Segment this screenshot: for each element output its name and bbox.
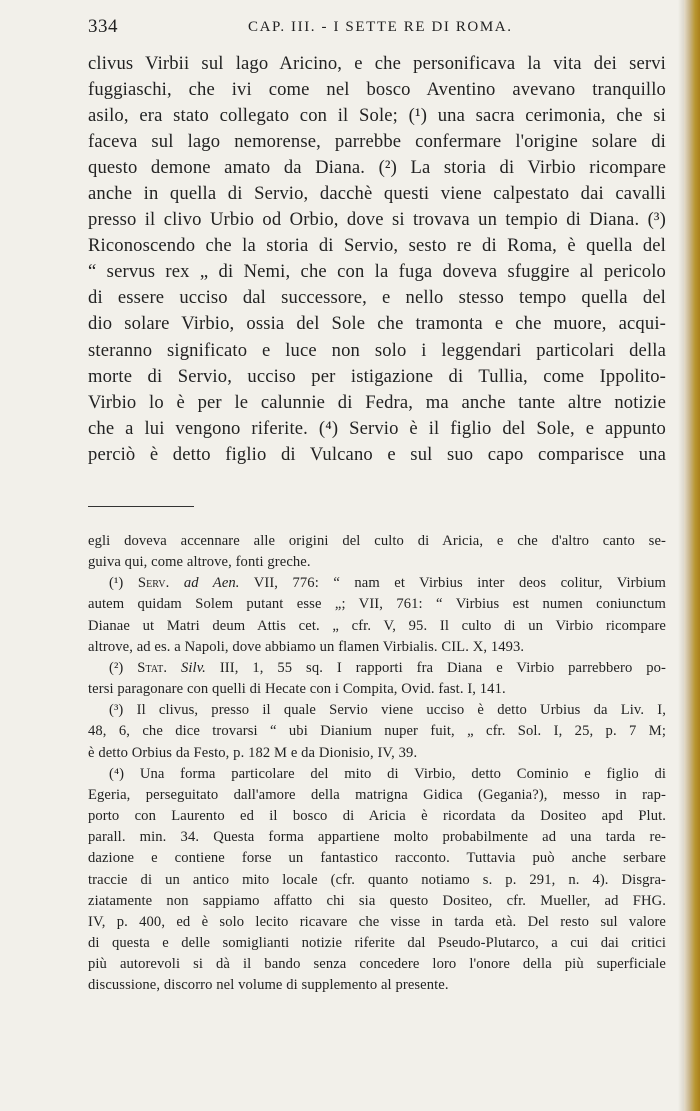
footnote-continuation-line: guiva qui, come altrove, fonti greche. (88, 554, 311, 571)
footnote-2-line: tersi paragonare con quelli di Hecate con i Compita, Ovid. fast. I, 141. (88, 681, 506, 698)
footnote-2-source-title: Silv. (180, 659, 206, 676)
body-line: clivus Virbii sul lago Aricino, e che personificava la vita dei servi (88, 53, 666, 74)
footnote-4-line: porto con Laurento ed il bosco di Aricia è ricordata da Dositeo apd Plut. (88, 808, 666, 825)
footnote-1-mark: (¹) (109, 575, 124, 592)
body-line: perciò è detto figlio di Vulcano e sul suo capo comparisce una (88, 443, 666, 465)
footnote-1-source-title: ad Aen. (183, 575, 240, 592)
body-line: fuggiaschi, che ivi come nel bosco Aventino avevano tranquillo (88, 79, 666, 101)
footnote-1-text: VII, 776: “ nam et Virbius inter deos colitur, Virbium (239, 575, 666, 592)
footnote-4-line (88, 764, 666, 785)
body-line: dio solare Virbio, ossia del Sole che tramonta e che muore, acqui- (88, 313, 666, 335)
footnote-2-source-name: Stat. (137, 659, 168, 676)
footnote-3-text: Il clivus, presso il quale Servio viene ucciso è detto Urbius da Liv. I, (136, 702, 667, 719)
footnote-4-line: ziatamente non sappiamo affatto chi sia questo Dositeo, cfr. Mueller, ad FHG. (88, 892, 666, 909)
footnote-4-line: di questa e delle somiglianti notizie riferite dal Pseudo-Plutarco, a cui dai critici (88, 934, 666, 951)
footnote-2-line (88, 658, 666, 679)
main-text (88, 51, 666, 468)
footnote-4-line: parall. min. 34. Questa forma appartiene molto probabilmente ad una tarda re- (88, 829, 666, 846)
footnote-3-line: 48, 6, che dice trovarsi “ ubi Dianium nuper fuit, „ cfr. Sol. I, 25, p. 7 M; (88, 723, 666, 740)
body-line: “ servus rex „ di Nemi, che con la fuga doveva sfuggire al pericolo (88, 261, 666, 283)
footnotes (88, 531, 666, 996)
footnote-1-source-name: Serv. (137, 575, 170, 592)
footnote-continuation-line: egli doveva accennare alle origini del culto di Aricia, e che d'altro canto se- (88, 533, 666, 549)
running-head: CAP. III. - I SETTE RE DI ROMA. (248, 19, 513, 35)
footnote-1-line: autem quidam Solem putant esse „; VII, 761: “ Virbius est numen coniunctum (88, 596, 666, 613)
footnote-4-line: traccie di un antico mito locale (cfr. quanto notiamo s. p. 291, n. 4). Disgra- (88, 871, 666, 888)
footnote-4-line: discussione, discorro nel volume di supplemento al presente. (88, 977, 449, 994)
book-page-edge (684, 0, 700, 1111)
footnote-4-line: dazione e contiene forse un fantastico racconto. Tuttavia può anche serbare (88, 850, 666, 867)
body-line: di essere ucciso dal successore, e nello stesso tempo quella del (88, 287, 666, 309)
body-line: anche in quella di Servio, dacchè questi viene calpestato dai cavalli (88, 183, 666, 205)
footnote-2-mark: (²) (109, 659, 124, 676)
footnote-4-line: IV, p. 400, ed è solo lecito ricavare che visse in tarda età. Del resto sul valore (88, 913, 666, 930)
footnote-2-text: III, 1, 55 sq. I rapporti fra Diana e Virbio parrebbero po- (205, 659, 666, 676)
body-line: asilo, era stato collegato con il Sole; (¹) una sacra cerimonia, che si (88, 105, 666, 127)
body-line: morte di Servio, ucciso per istigazione di Tullia, come Ippolito- (88, 365, 666, 387)
page-header (88, 14, 666, 42)
footnote-3-line (88, 700, 666, 721)
footnote-1-line: Dianae ut Matri deum Attis cet. „ cfr. V, 95. Il culto di un Virbio ricompare (88, 617, 666, 634)
footnote-3-mark: (³) (109, 702, 124, 719)
body-line: faceva sul lago nemorense, parrebbe confermare l'origine solare di (88, 131, 666, 153)
body-line: Riconoscendo che la storia di Servio, sesto re di Roma, è quella del (88, 235, 666, 257)
footnote-1-line (88, 573, 666, 594)
footnote-3-line: è detto Orbius da Festo, p. 182 M e da Dionisio, IV, 39. (88, 744, 418, 761)
body-line: Virbio lo è per le calunnie di Fedra, ma anche tante altre notizie (88, 391, 666, 413)
footnote-4-line: Egeria, perseguitato dall'amore della matrigna Gidica (Gegania?), messo in rap- (88, 786, 666, 803)
body-line: steranno significato e luce non solo i leggendari particolari della (88, 339, 666, 361)
footnote-1-line: altrove, ad es. a Napoli, dove abbiamo un flamen Virbialis. CIL. X, 1493. (88, 638, 525, 655)
footnote-separator (88, 506, 194, 507)
body-line: questo demone amato da Diana. (²) La storia di Virbio ricompare (88, 157, 666, 179)
footnote-4-line: più autorevoli si dà il bando senza concedere loro l'onore della più superficiale (88, 956, 666, 973)
body-line: che a lui vengono riferite. (⁴) Servio è il figlio del Sole, e appunto (88, 417, 666, 439)
page-number: 334 (88, 16, 118, 37)
body-line: presso il clivo Urbio od Orbio, dove si trovava un tempio di Diana. (³) (88, 209, 666, 231)
footnote-4-mark: (⁴) (109, 765, 125, 782)
footnote-4-text: Una forma particolare del mito di Virbio, detto Cominio e figlio di (139, 765, 667, 782)
